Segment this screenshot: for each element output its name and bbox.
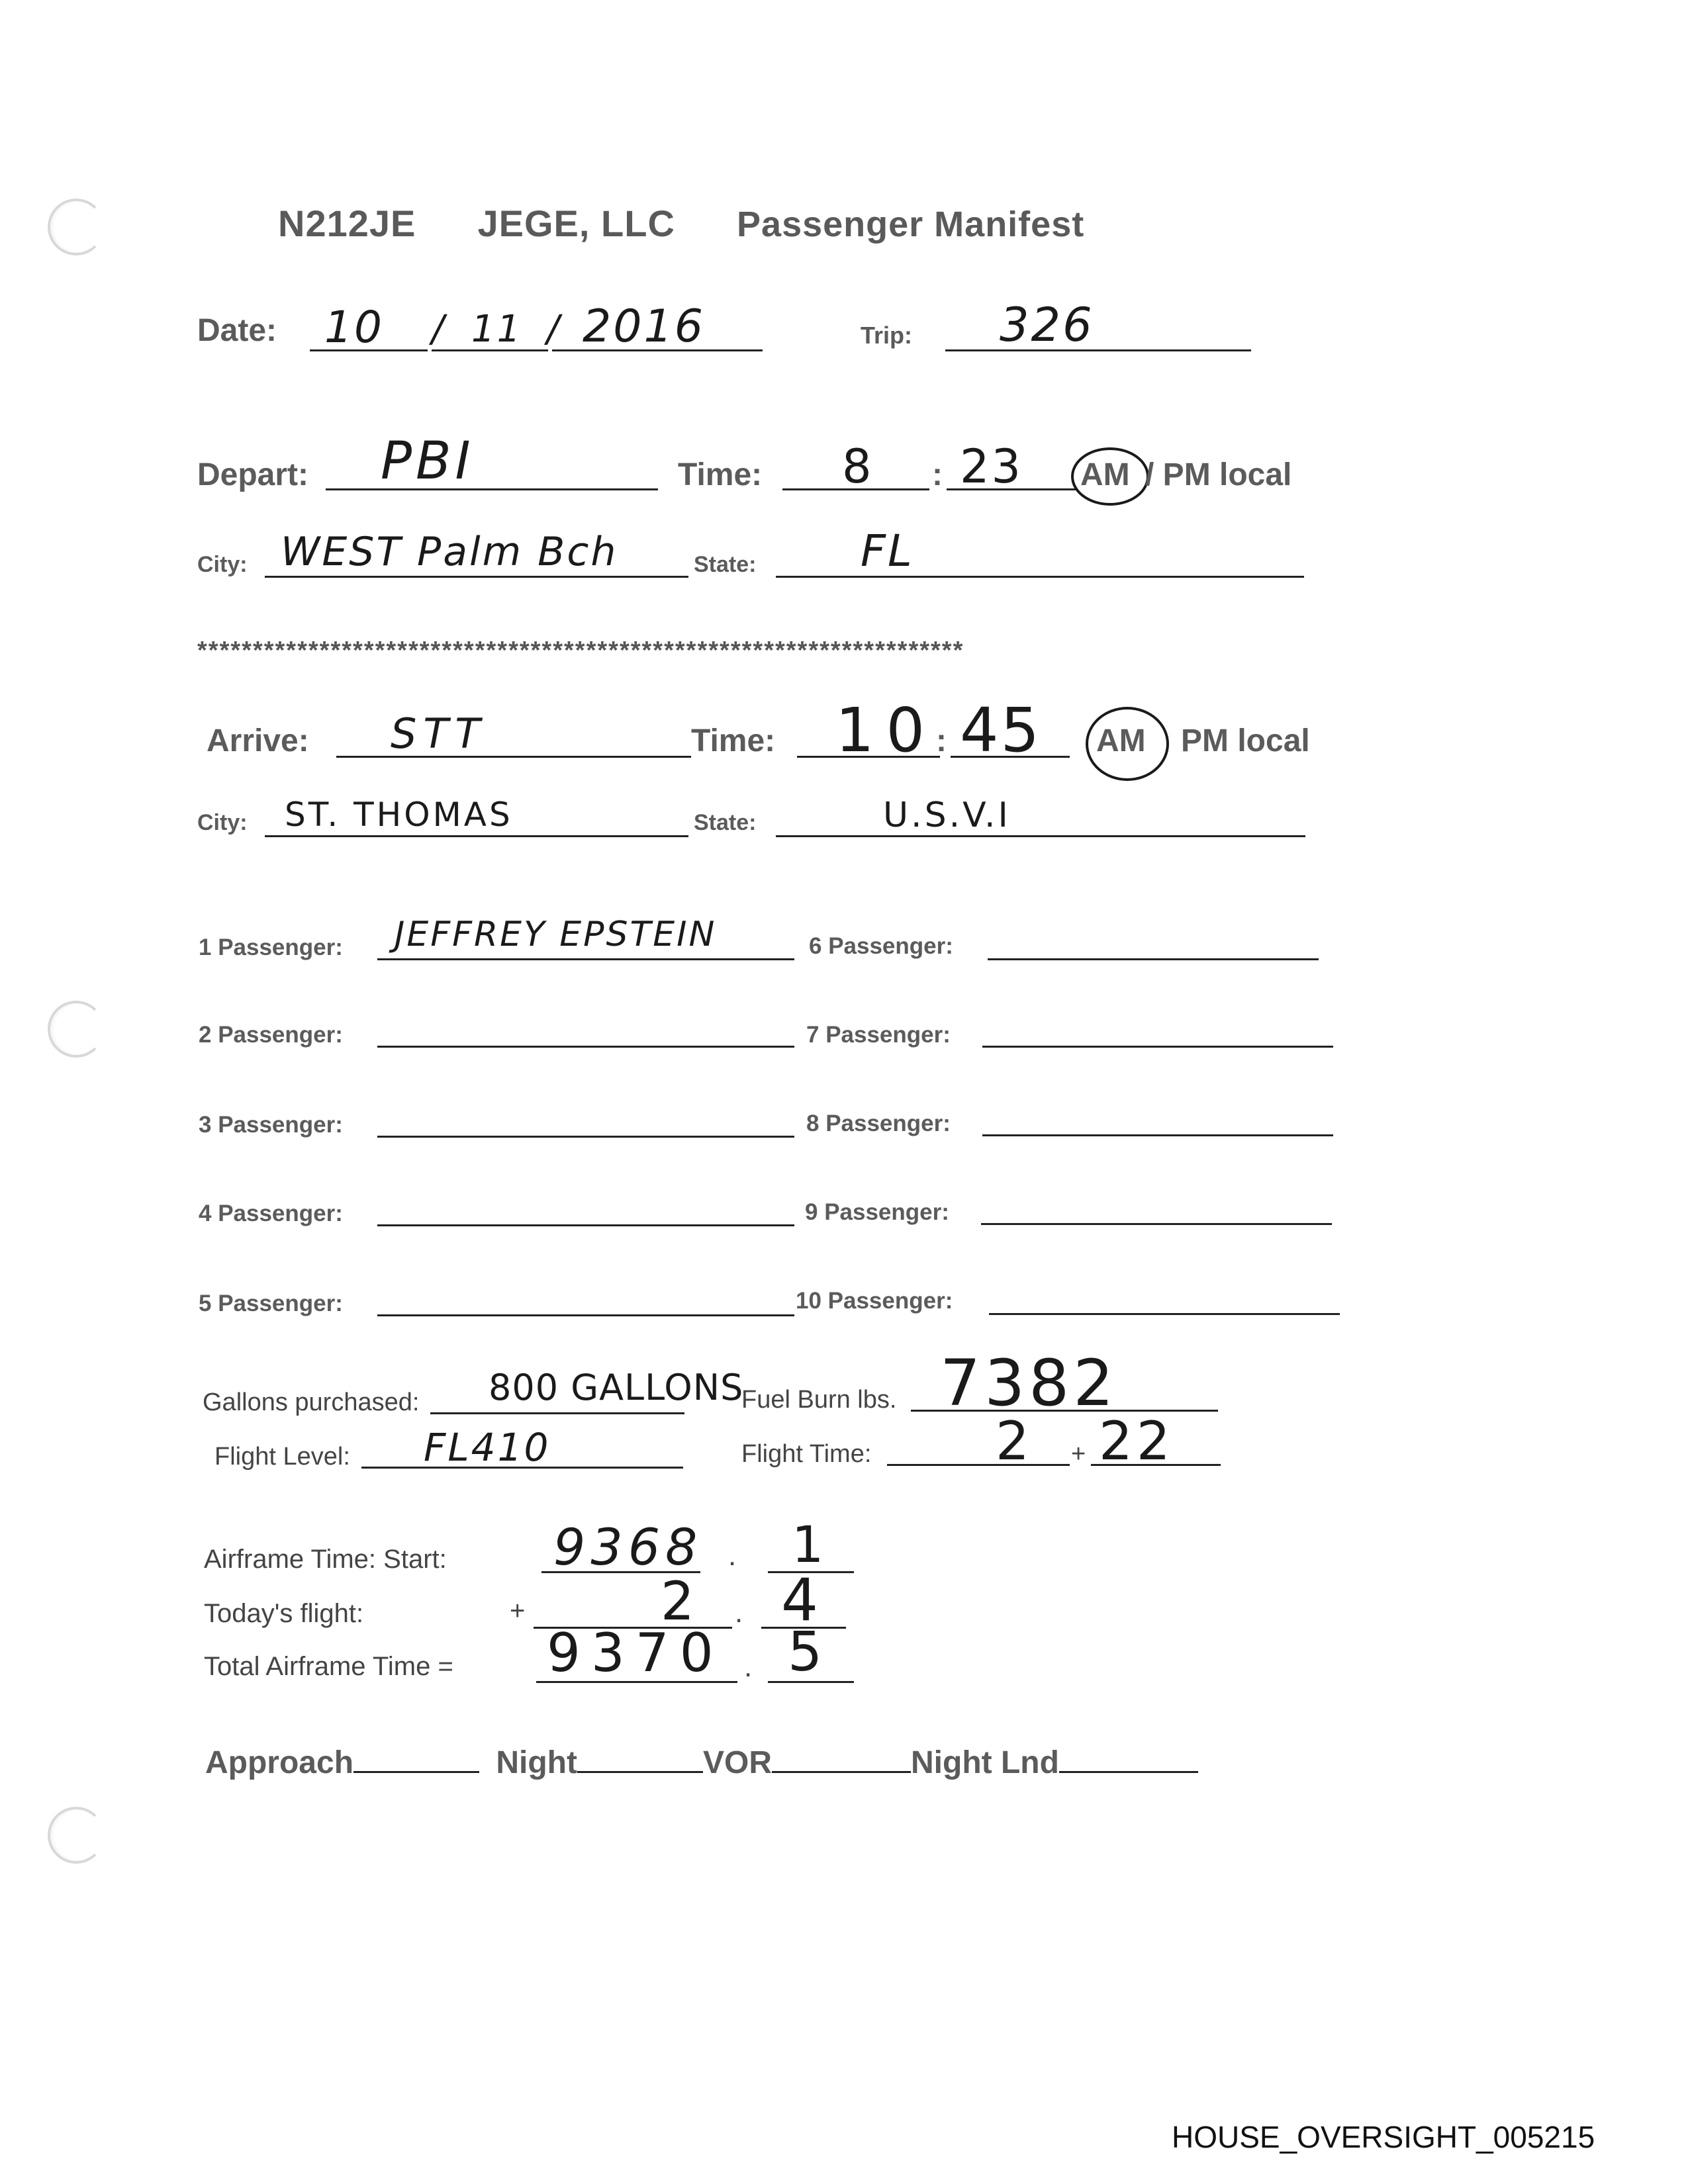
arrive-state-label: State: bbox=[694, 810, 757, 835]
trip-value: 326 bbox=[1000, 298, 1094, 352]
arrive-time-colon: : bbox=[936, 723, 947, 758]
date-label: Date: bbox=[197, 313, 277, 348]
bates-number: HOUSE_OVERSIGHT_005215 bbox=[1172, 2120, 1595, 2154]
arrive-airport-value: STT bbox=[391, 709, 487, 758]
arrive-pm-local: PM local bbox=[1181, 723, 1310, 758]
arrive-line bbox=[336, 756, 691, 758]
date-sep-1: / bbox=[432, 308, 446, 351]
night-lnd-line bbox=[1059, 1771, 1198, 1773]
depart-time-colon: : bbox=[932, 457, 943, 492]
total-airframe-label: Total Airframe Time = bbox=[204, 1652, 453, 1681]
airframe-start-whole-value: 9368 bbox=[553, 1518, 703, 1576]
trip-label: Trip: bbox=[861, 322, 912, 349]
passenger-8-label: 8 Passenger: bbox=[806, 1111, 951, 1136]
todays-flight-plus: + bbox=[510, 1596, 526, 1625]
arrive-time-label: Time: bbox=[691, 723, 776, 758]
passenger-9-label: 9 Passenger: bbox=[805, 1199, 949, 1225]
passenger-7-label: 7 Passenger: bbox=[806, 1022, 951, 1048]
depart-am-option: AM bbox=[1080, 457, 1130, 492]
fuel-burn-value: 7382 bbox=[940, 1346, 1118, 1420]
gallons-purchased-label: Gallons purchased: bbox=[203, 1388, 420, 1416]
passenger-1-label: 1 Passenger: bbox=[199, 934, 343, 960]
depart-city-value: WEST Palm Bch bbox=[281, 529, 618, 575]
arrive-am-option: AM bbox=[1096, 723, 1146, 758]
depart-am-circle bbox=[1071, 447, 1149, 506]
fuel-burn-label: Fuel Burn lbs. bbox=[741, 1386, 897, 1414]
arrive-minute-value: 45 bbox=[960, 695, 1042, 766]
depart-airport-value: PBI bbox=[381, 432, 475, 491]
depart-line bbox=[326, 488, 658, 490]
gallons-purchased-line bbox=[430, 1412, 684, 1414]
tail-number: N212JE bbox=[278, 203, 416, 244]
passenger-5-label: 5 Passenger: bbox=[199, 1291, 343, 1316]
passenger-1-line bbox=[377, 958, 794, 960]
arrive-state-value: U.S.V.I bbox=[883, 796, 1011, 835]
passenger-10-line bbox=[989, 1313, 1340, 1315]
approach-line bbox=[353, 1771, 479, 1773]
arrive-label: Arrive: bbox=[207, 723, 309, 758]
passenger-5-line bbox=[377, 1314, 794, 1316]
passenger-2-line bbox=[377, 1046, 794, 1048]
depart-city-label: City: bbox=[197, 552, 248, 577]
arrive-am-circle bbox=[1086, 707, 1169, 781]
flight-time-label: Flight Time: bbox=[741, 1440, 872, 1468]
binder-hole-middle bbox=[48, 1001, 105, 1058]
passenger-1-value: JEFFREY EPSTEIN bbox=[395, 915, 717, 954]
passenger-2-label: 2 Passenger: bbox=[199, 1022, 343, 1048]
passenger-4-label: 4 Passenger: bbox=[199, 1201, 343, 1226]
date-sep-2: / bbox=[547, 308, 561, 351]
depart-state-value: FL bbox=[861, 525, 914, 576]
flight-time-hours-value: 2 bbox=[996, 1410, 1031, 1472]
flight-level-value: FL410 bbox=[424, 1425, 551, 1470]
form-header bbox=[278, 202, 1084, 245]
depart-pm-local: / PM local bbox=[1145, 457, 1292, 492]
gallons-purchased-value: 800 GALLONS bbox=[489, 1367, 744, 1408]
night-line bbox=[577, 1771, 703, 1773]
depart-minute-value: 23 bbox=[960, 439, 1023, 494]
depart-state-line bbox=[776, 576, 1304, 578]
airframe-start-label: Airframe Time: Start: bbox=[204, 1545, 447, 1574]
flight-time-hours-line bbox=[887, 1464, 1070, 1466]
date-year-value: 2016 bbox=[583, 300, 706, 353]
total-airframe-dot: . bbox=[744, 1651, 753, 1683]
arrive-city-value: ST. THOMAS bbox=[285, 796, 513, 834]
vor-label: VOR bbox=[702, 1745, 772, 1780]
passenger-3-label: 3 Passenger: bbox=[199, 1112, 343, 1138]
company-name: JEGE, LLC bbox=[477, 203, 675, 244]
approach-label: Approach bbox=[205, 1745, 354, 1780]
passenger-7-line bbox=[982, 1046, 1333, 1048]
flight-time-plus: + bbox=[1071, 1440, 1086, 1468]
depart-hour-value: 8 bbox=[842, 439, 874, 494]
passenger-10-label: 10 Passenger: bbox=[796, 1288, 953, 1314]
depart-state-label: State: bbox=[694, 552, 757, 577]
airframe-start-dot: . bbox=[728, 1539, 737, 1572]
arrive-city-label: City: bbox=[197, 810, 248, 835]
depart-time-label: Time: bbox=[678, 457, 763, 492]
flight-time-minutes-value: 22 bbox=[1099, 1410, 1174, 1472]
todays-flight-whole-value: 2 bbox=[661, 1570, 696, 1632]
date-month-value: 10 bbox=[324, 302, 384, 353]
date-day-value: 11 bbox=[471, 308, 523, 351]
passenger-4-line bbox=[377, 1224, 794, 1226]
depart-city-line bbox=[265, 576, 688, 578]
todays-flight-dot: . bbox=[735, 1596, 743, 1629]
arrive-city-line bbox=[265, 835, 688, 837]
form-title: Passenger Manifest bbox=[737, 205, 1085, 244]
flight-level-label: Flight Level: bbox=[214, 1443, 350, 1471]
passenger-6-label: 6 Passenger: bbox=[809, 933, 953, 959]
passenger-3-line bbox=[377, 1136, 794, 1138]
todays-flight-tenth-value: 4 bbox=[781, 1566, 820, 1634]
total-airframe-tenth-value: 5 bbox=[788, 1621, 825, 1684]
arrive-state-line bbox=[776, 835, 1305, 837]
section-separator: ********************************************************************* bbox=[197, 637, 964, 664]
log-row bbox=[205, 1745, 1198, 1781]
binder-hole-top bbox=[48, 199, 105, 255]
passenger-6-line bbox=[988, 958, 1319, 960]
passenger-8-line bbox=[982, 1134, 1333, 1136]
night-lnd-label: Night Lnd bbox=[911, 1745, 1059, 1780]
arrive-hour-value: 10 bbox=[835, 695, 937, 766]
trip-line bbox=[945, 349, 1251, 351]
airframe-start-tenth-value: 1 bbox=[792, 1515, 826, 1574]
vor-line bbox=[772, 1771, 911, 1773]
night-label: Night bbox=[496, 1745, 577, 1780]
depart-label: Depart: bbox=[197, 457, 309, 492]
total-airframe-whole-value: 9370 bbox=[547, 1622, 724, 1684]
passenger-9-line bbox=[981, 1223, 1332, 1225]
todays-flight-label: Today's flight: bbox=[204, 1599, 364, 1628]
binder-hole-bottom bbox=[48, 1807, 105, 1864]
